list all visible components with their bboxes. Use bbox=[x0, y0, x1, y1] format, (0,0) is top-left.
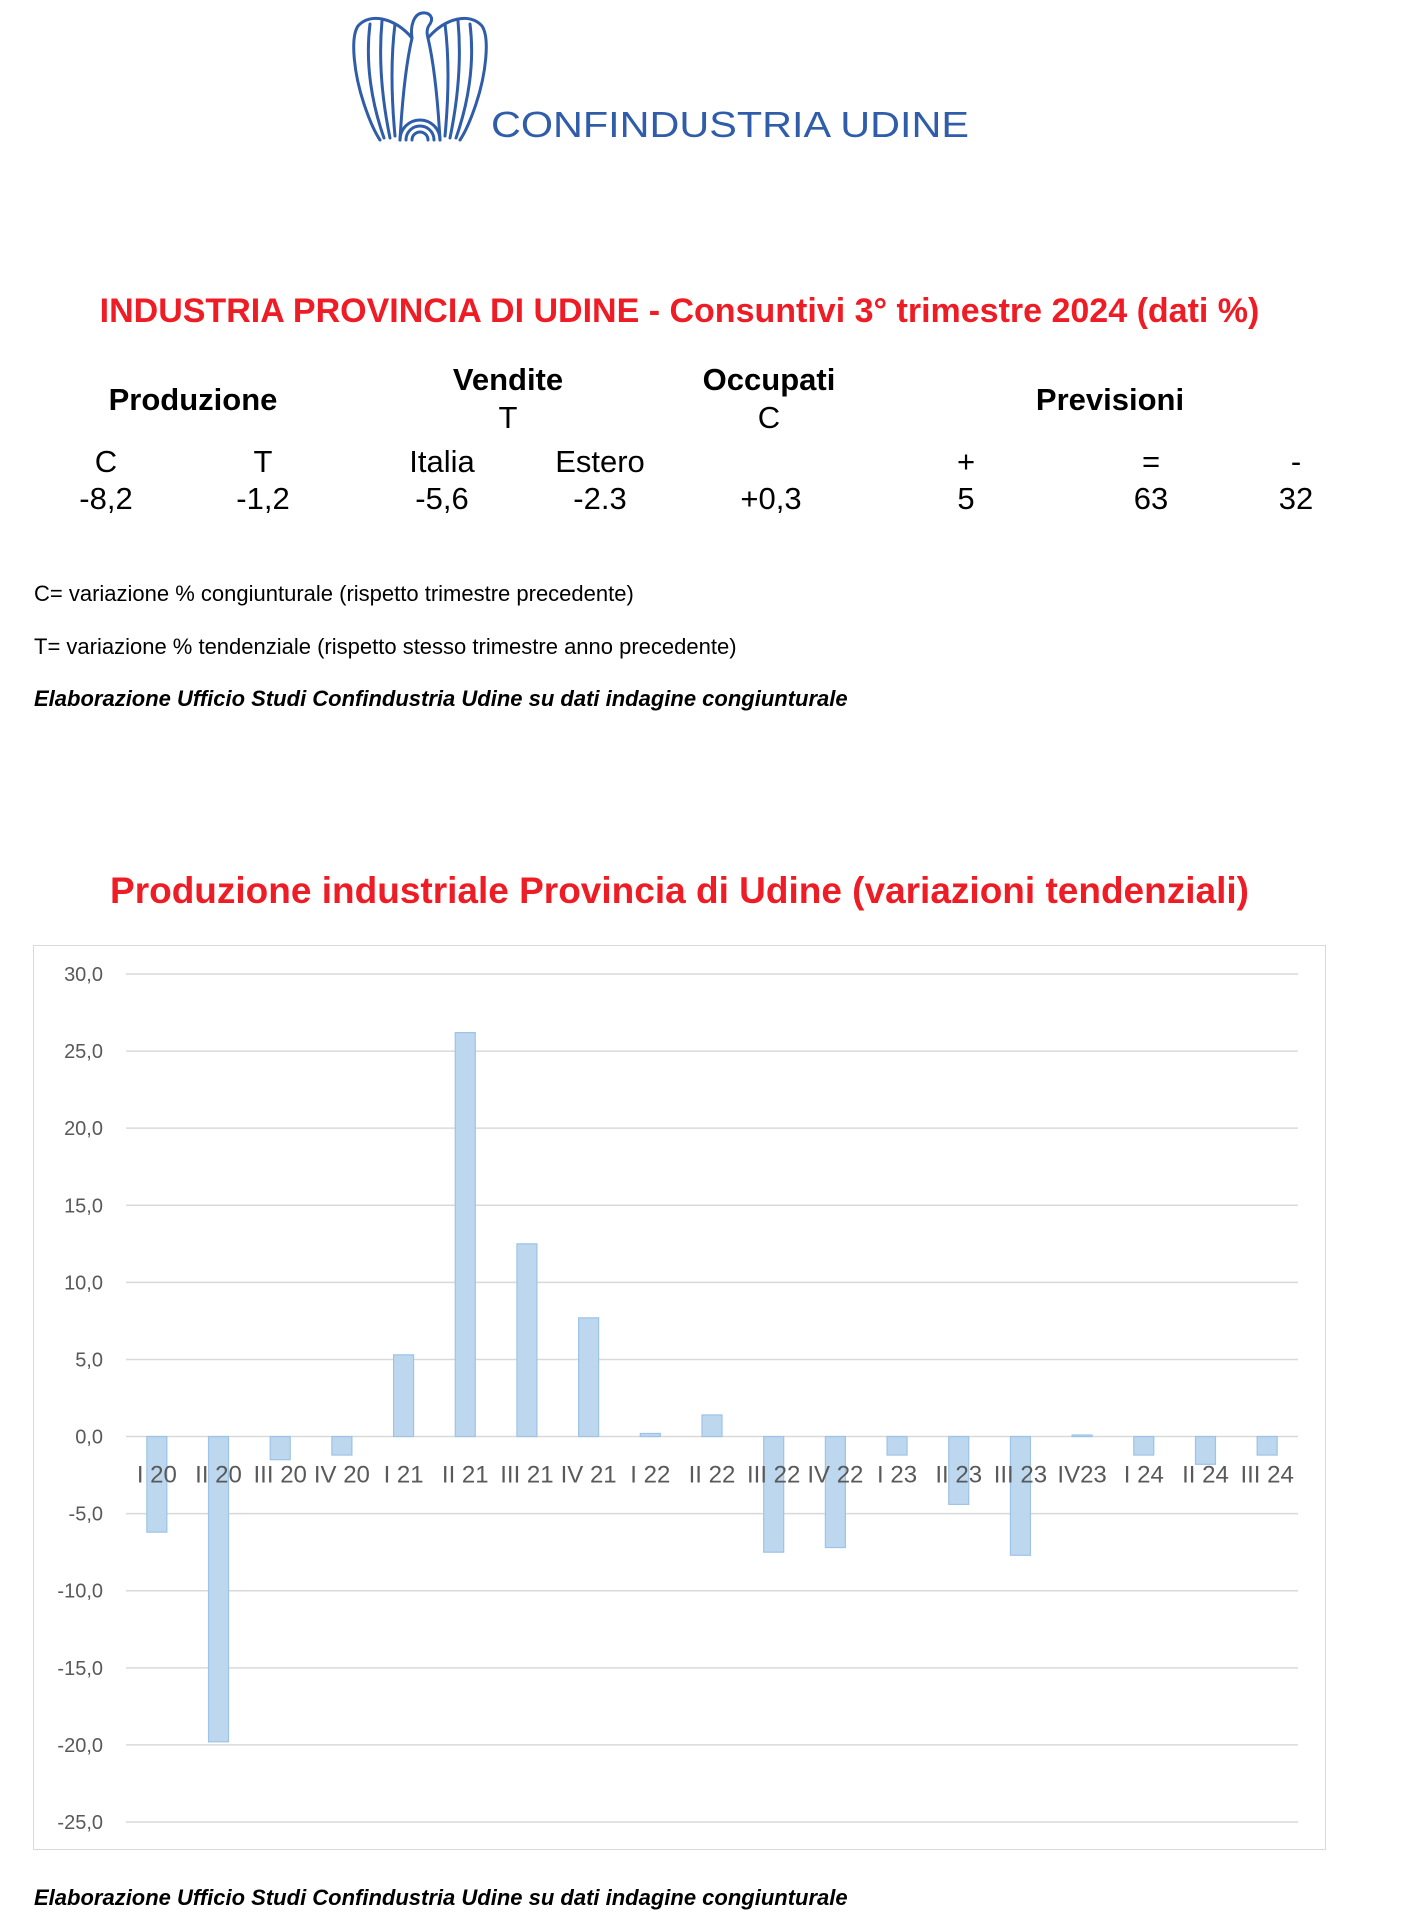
x-tick-label: III 24 bbox=[1240, 1461, 1294, 1489]
x-tick-label: IV 22 bbox=[807, 1461, 864, 1489]
bar bbox=[394, 1355, 414, 1437]
x-tick-label: II 21 bbox=[441, 1461, 489, 1489]
col-key-previsioni-plus: + bbox=[956, 444, 976, 479]
bar bbox=[1257, 1437, 1277, 1456]
bar bbox=[579, 1318, 599, 1437]
bar bbox=[825, 1437, 845, 1548]
col-key-previsioni-minus: - bbox=[1290, 444, 1302, 479]
header-vendite: Vendite bbox=[452, 362, 564, 397]
x-tick-label: I 23 bbox=[877, 1461, 918, 1489]
bar bbox=[702, 1415, 722, 1437]
x-tick-label: II 23 bbox=[935, 1461, 983, 1489]
y-tick-label: 25,0 bbox=[64, 1041, 103, 1064]
col-key-vendite-estero: Estero bbox=[555, 444, 645, 479]
chart-area bbox=[33, 945, 1326, 1850]
x-tick-label: IV23 bbox=[1057, 1461, 1107, 1489]
header-vendite-sub: T bbox=[498, 400, 518, 435]
col-key-vendite-italia: Italia bbox=[409, 444, 475, 479]
x-tick-label: I 24 bbox=[1123, 1461, 1164, 1489]
value-previsioni-minus: 32 bbox=[1278, 481, 1314, 516]
value-produzione-t: -1,2 bbox=[236, 481, 290, 516]
y-tick-label: -20,0 bbox=[57, 1734, 103, 1757]
x-tick-label: I 22 bbox=[630, 1461, 671, 1489]
bar bbox=[1134, 1437, 1154, 1456]
report-title: INDUSTRIA PROVINCIA DI UDINE - Consuntivi 3° trimestre 2024 (dati %) bbox=[99, 292, 1260, 330]
x-tick-label: III 20 bbox=[253, 1461, 307, 1489]
chart-title: Produzione industriale Provincia di Udine (variazioni tendenziali) bbox=[110, 870, 1249, 911]
x-tick-label: I 20 bbox=[136, 1461, 177, 1489]
x-tick-label: III 23 bbox=[993, 1461, 1048, 1489]
x-tick-label: II 22 bbox=[688, 1461, 736, 1489]
x-tick-label: IV 20 bbox=[313, 1461, 370, 1489]
header-occupati: Occupati bbox=[702, 362, 836, 397]
col-key-produzione-c: C bbox=[94, 444, 118, 479]
bar bbox=[270, 1437, 290, 1460]
bar bbox=[517, 1244, 537, 1437]
chart-source: Elaborazione Ufficio Studi Confindustria Udine su dati indagine congiunturale bbox=[34, 1885, 848, 1910]
col-key-previsioni-equal: = bbox=[1141, 444, 1161, 479]
y-tick-label: -15,0 bbox=[57, 1657, 103, 1680]
bar-chart bbox=[34, 946, 1325, 1849]
y-tick-label: -5,0 bbox=[68, 1503, 103, 1526]
y-tick-label: -25,0 bbox=[57, 1812, 103, 1834]
value-produzione-c: -8,2 bbox=[79, 481, 133, 516]
value-vendite-estero: -2.3 bbox=[573, 481, 627, 516]
header-occupati-sub: C bbox=[757, 400, 781, 435]
eagle-icon bbox=[354, 13, 487, 140]
report-source: Elaborazione Ufficio Studi Confindustria Udine su dati indagine congiunturale bbox=[34, 686, 848, 711]
value-vendite-italia: -5,6 bbox=[415, 481, 469, 516]
bar bbox=[640, 1433, 660, 1436]
x-tick-label: III 22 bbox=[746, 1461, 801, 1489]
note-congiunturale: C= variazione % congiunturale (rispetto trimestre precedente) bbox=[34, 581, 634, 606]
y-tick-label: 10,0 bbox=[64, 1272, 103, 1295]
y-tick-label: 0,0 bbox=[75, 1426, 103, 1449]
confindustria-logo bbox=[340, 0, 980, 150]
header-produzione: Produzione bbox=[108, 382, 278, 417]
bar bbox=[455, 1033, 475, 1437]
x-tick-label: II 20 bbox=[195, 1461, 242, 1489]
y-tick-label: 5,0 bbox=[75, 1349, 103, 1372]
x-tick-label: III 21 bbox=[500, 1461, 554, 1489]
value-occupati: +0,3 bbox=[740, 481, 802, 516]
y-tick-label: -10,0 bbox=[57, 1580, 103, 1603]
x-tick-label: IV 21 bbox=[560, 1461, 617, 1489]
bar bbox=[1072, 1435, 1092, 1437]
y-tick-label: 30,0 bbox=[64, 964, 103, 986]
value-previsioni-equal: 63 bbox=[1133, 481, 1169, 516]
y-tick-label: 20,0 bbox=[64, 1118, 103, 1141]
x-tick-label: II 24 bbox=[1182, 1461, 1229, 1489]
y-tick-label: 15,0 bbox=[64, 1195, 103, 1218]
bar bbox=[332, 1437, 352, 1456]
x-tick-label: I 21 bbox=[383, 1461, 424, 1489]
logo-wordmark: CONFINDUSTRIA UDINE bbox=[491, 104, 969, 145]
bar bbox=[1195, 1437, 1215, 1465]
note-tendenziale: T= variazione % tendenziale (rispetto stesso trimestre anno precedente) bbox=[34, 634, 737, 659]
bar bbox=[887, 1437, 907, 1456]
bar bbox=[1010, 1437, 1030, 1556]
value-previsioni-plus: 5 bbox=[957, 481, 975, 516]
header-previsioni: Previsioni bbox=[1035, 382, 1185, 417]
bar bbox=[764, 1437, 784, 1553]
col-key-produzione-t: T bbox=[253, 444, 273, 479]
